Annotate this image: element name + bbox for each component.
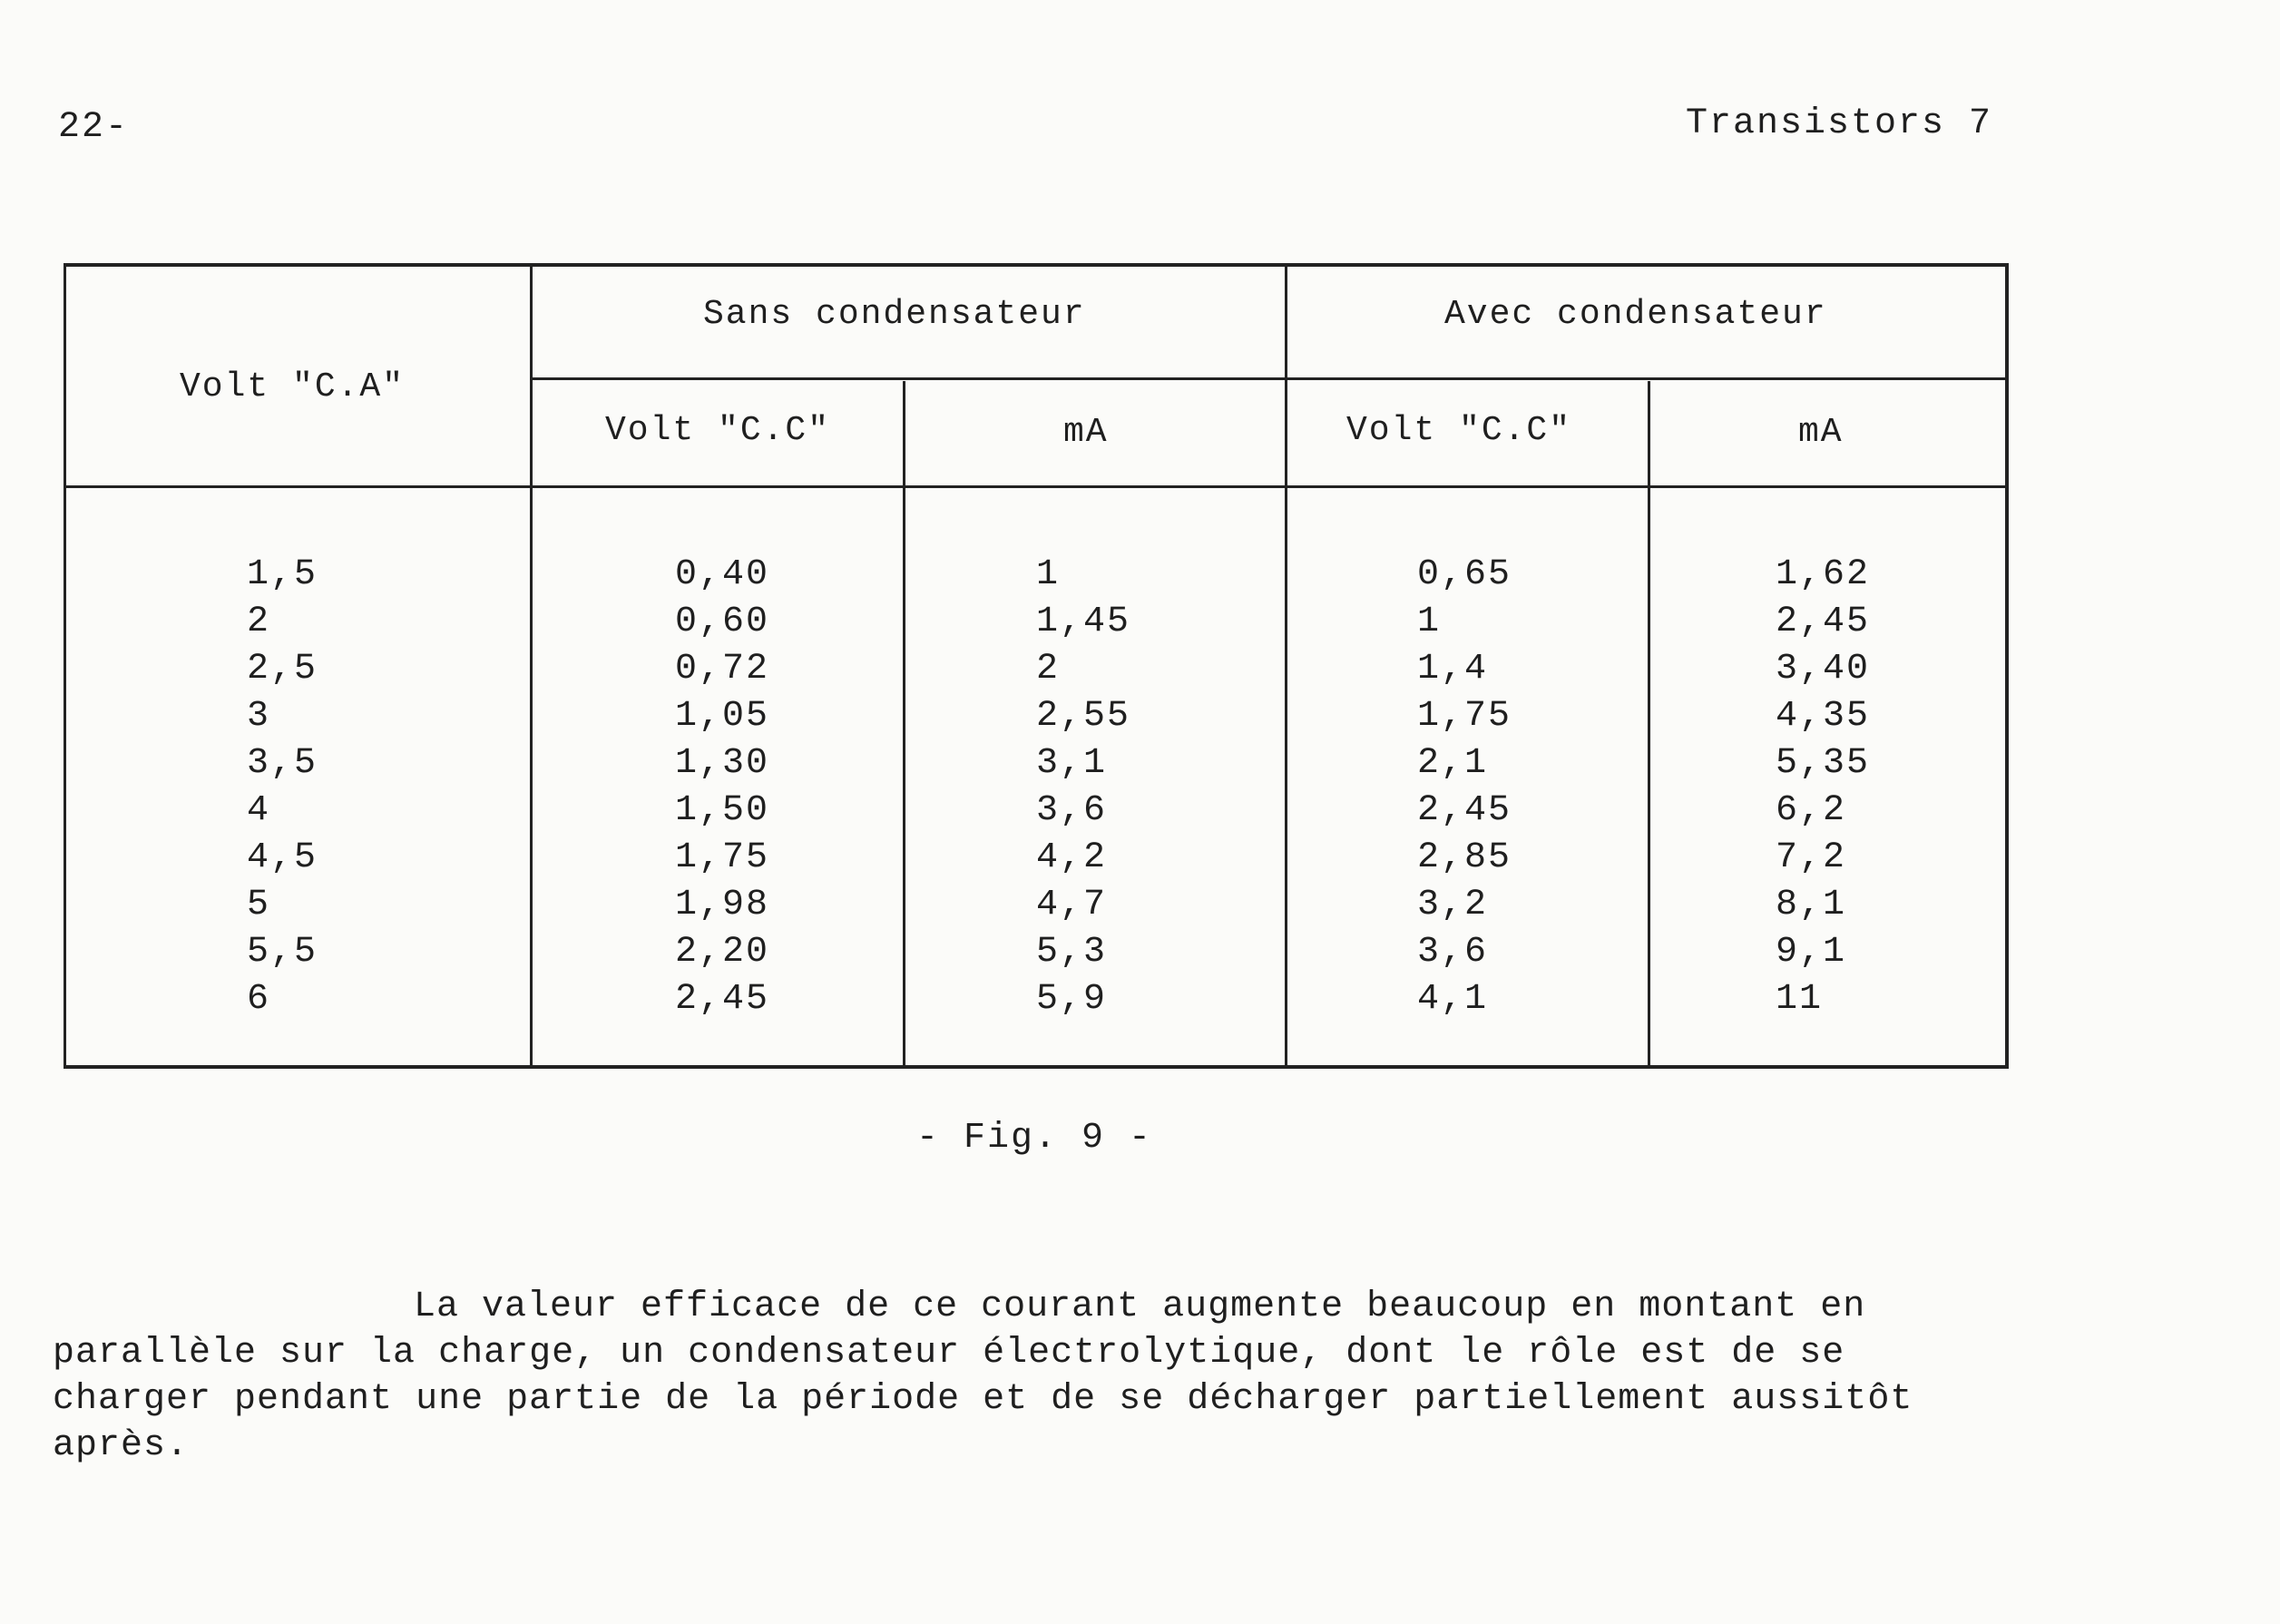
cell: 2,20: [675, 932, 770, 973]
cell: 3,6: [1417, 932, 1489, 973]
header-sans-condensateur: Sans condensateur: [703, 295, 1086, 334]
cell: 1,50: [675, 790, 770, 831]
cell: 0,72: [675, 649, 770, 690]
cell: 1,05: [675, 696, 770, 737]
cell: 3: [247, 696, 271, 737]
cell: 2,45: [1776, 602, 1871, 642]
figure-caption: - Fig. 9 -: [915, 1118, 1153, 1159]
cell: 2,85: [1417, 837, 1512, 878]
subheader-sans-volt-cc: Volt "C.C": [605, 411, 831, 450]
cell: 2: [1036, 649, 1061, 690]
cell: 11: [1776, 979, 1824, 1020]
body-paragraph: [53, 1284, 2030, 1469]
cell: 4,1: [1417, 979, 1489, 1020]
cell: 1,45: [1036, 602, 1131, 642]
page-number: 22-: [58, 107, 130, 148]
cell: 0,40: [675, 554, 770, 595]
cell: 1,5: [247, 554, 318, 595]
col-divider-2: [903, 381, 905, 1067]
cell: 4: [247, 790, 271, 831]
header-bottom-divider: [65, 485, 2007, 488]
cell: 4,35: [1776, 696, 1871, 737]
header-volt-ca: Volt "C.A": [180, 367, 406, 406]
cell: 0,65: [1417, 554, 1512, 595]
cell: 2,45: [1417, 790, 1512, 831]
cell: 3,40: [1776, 649, 1871, 690]
cell: 2,5: [247, 649, 318, 690]
cell: 1,4: [1417, 649, 1489, 690]
cell: 5,3: [1036, 932, 1108, 973]
cell: 1,62: [1776, 554, 1871, 595]
cell: 9,1: [1776, 932, 1847, 973]
cell: 5,35: [1776, 743, 1871, 784]
cell: 1: [1417, 602, 1442, 642]
cell: 3,1: [1036, 743, 1108, 784]
cell: 1: [1036, 554, 1061, 595]
cell: 8,1: [1776, 885, 1847, 925]
subheader-avec-volt-cc: Volt "C.C": [1346, 411, 1572, 450]
cell: 3,2: [1417, 885, 1489, 925]
cell: 6,2: [1776, 790, 1847, 831]
col-divider-4: [1648, 381, 1650, 1067]
subheader-sans-ma: mA: [1063, 413, 1109, 452]
paragraph-line: après.: [53, 1425, 190, 1466]
col-divider-1: [530, 265, 533, 1067]
column-volt-ca: [247, 552, 318, 1023]
cell: 4,2: [1036, 837, 1108, 878]
cell: 0,60: [675, 602, 770, 642]
column-avec-volt-cc: [1417, 552, 1512, 1023]
cell: 2: [247, 602, 271, 642]
cell: 2,1: [1417, 743, 1489, 784]
cell: 1,75: [675, 837, 770, 878]
column-sans-ma: [1036, 552, 1130, 1023]
cell: 1,30: [675, 743, 770, 784]
cell: 5: [247, 885, 271, 925]
column-avec-ma: [1776, 552, 1870, 1023]
cell: 3,5: [247, 743, 318, 784]
cell: 5,9: [1036, 979, 1108, 1020]
cell: 2,55: [1036, 696, 1131, 737]
cell: 6: [247, 979, 271, 1020]
cell: 1,75: [1417, 696, 1512, 737]
cell: 1,98: [675, 885, 770, 925]
paragraph-line: charger pendant une partie de la période et de se décharger partiellement aussitôt: [53, 1379, 1913, 1420]
column-sans-volt-cc: [675, 552, 769, 1023]
cell: 7,2: [1776, 837, 1847, 878]
group-header-divider: [532, 377, 2007, 380]
cell: 2,45: [675, 979, 770, 1020]
cell: 4,5: [247, 837, 318, 878]
cell: 5,5: [247, 932, 318, 973]
header-avec-condensateur: Avec condensateur: [1444, 295, 1827, 334]
subheader-avec-ma: mA: [1798, 413, 1844, 452]
paragraph-line: La valeur efficace de ce courant augmente beaucoup en montant en: [414, 1286, 1866, 1327]
paragraph-line: parallèle sur la charge, un condensateur électrolytique, dont le rôle est de se: [53, 1333, 1845, 1374]
col-divider-3: [1285, 265, 1287, 1067]
cell: 4,7: [1036, 885, 1108, 925]
cell: 3,6: [1036, 790, 1108, 831]
running-title: Transistors 7: [1686, 103, 1993, 144]
